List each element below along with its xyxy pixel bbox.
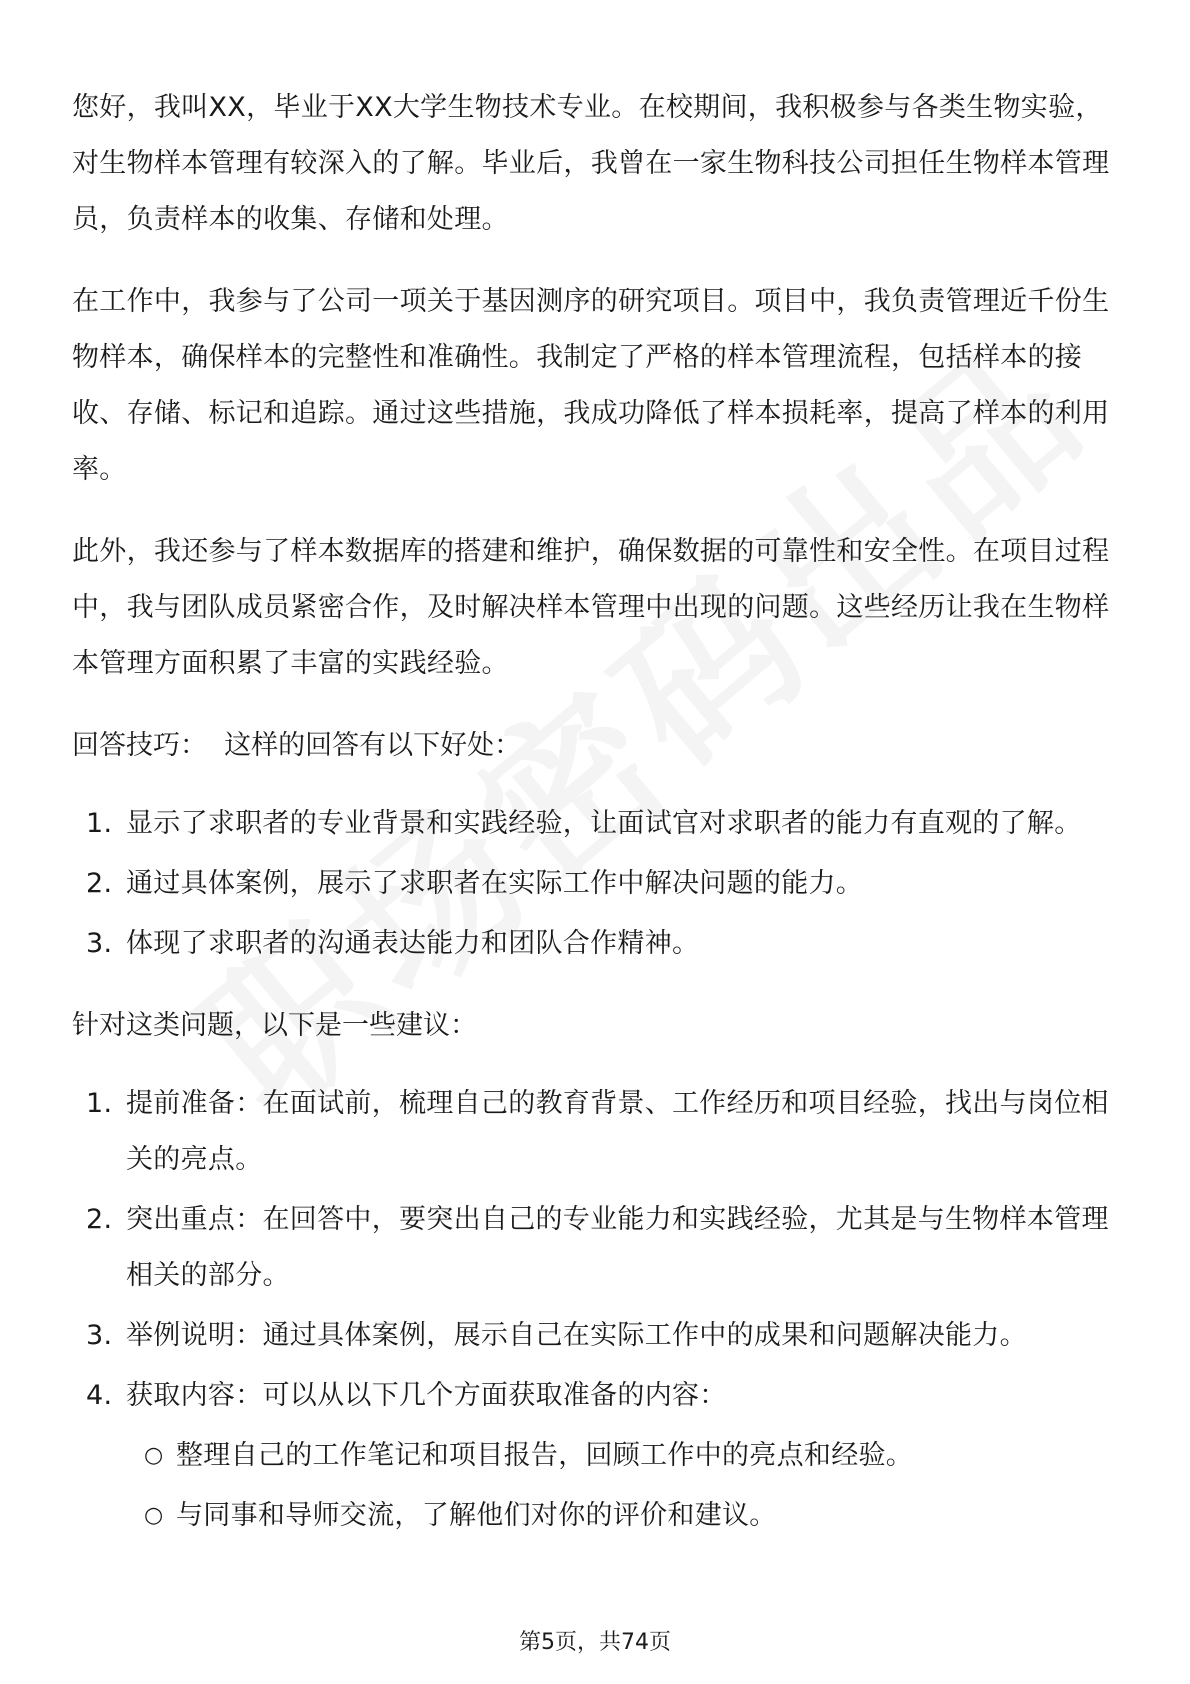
advice-sublist-item xyxy=(144,1488,1122,1544)
list-number: 2. xyxy=(86,868,113,899)
circle-bullet-icon: ○ xyxy=(144,1443,164,1468)
paragraph-work: 在工作中，我参与了公司一项关于基因测序的研究项目。项目中，我负责管理近千份生物样本，确保样本的完整性和准确性。我制定了严格的样本管理流程，包括样本的接收、存储、标记和追踪。通过这些措施，我成功降低了样本损耗率，提高了样本的利用率。 xyxy=(72,286,1110,485)
advice-list-item xyxy=(72,1076,1122,1188)
list-item-text: 突出重点：在回答中，要突出自己的专业能力和实践经验，尤其是与生物样本管理相关的部分。 xyxy=(126,1204,1109,1291)
sublist-item-text: 整理自己的工作笔记和项目报告，回顾工作中的亮点和经验。 xyxy=(176,1440,914,1471)
advice-sublist xyxy=(126,1428,1122,1544)
advice-sublist-item xyxy=(144,1428,1122,1484)
list-item-text: 提前准备：在面试前，梳理自己的教育背景、工作经历和项目经验，找出与岗位相关的亮点。 xyxy=(126,1088,1109,1175)
advice-heading: 针对这类问题，以下是一些建议： xyxy=(72,1010,477,1041)
tips-list-item xyxy=(72,916,1122,972)
tips-list xyxy=(72,796,1122,972)
tips-list-item xyxy=(72,796,1122,852)
document-body xyxy=(72,80,1122,1570)
list-number: 1. xyxy=(86,808,113,839)
list-number: 1. xyxy=(86,1088,113,1119)
paragraph-intro: 您好，我叫XX，毕业于XX大学生物技术专业。在校期间，我积极参与各类生物实验，对生物样本管理有较深入的了解。毕业后，我曾在一家生物科技公司担任生物样本管理员，负责样本的收集、存储和处理。 xyxy=(72,92,1110,235)
circle-bullet-icon: ○ xyxy=(144,1503,164,1528)
list-number: 3. xyxy=(86,1320,113,1351)
list-number: 3. xyxy=(86,928,113,959)
page-footer: 第5页，共74页 xyxy=(519,1630,671,1655)
advice-list xyxy=(72,1076,1122,1544)
list-item-text: 显示了求职者的专业背景和实践经验，让面试官对求职者的能力有直观的了解。 xyxy=(126,808,1082,839)
advice-list-item xyxy=(72,1192,1122,1304)
tips-list-item xyxy=(72,856,1122,912)
paragraph-additional: 此外，我还参与了样本数据库的搭建和维护，确保数据的可靠性和安全性。在项目过程中，我与团队成员紧密合作，及时解决样本管理中出现的问题。这些经历让我在生物样本管理方面积累了丰富的实践经验。 xyxy=(72,536,1110,679)
list-item-text: 获取内容：可以从以下几个方面获取准备的内容： xyxy=(126,1380,727,1411)
list-number: 2. xyxy=(86,1204,113,1235)
advice-list-item xyxy=(72,1368,1122,1544)
sublist-item-text: 与同事和导师交流，了解他们对你的评价和建议。 xyxy=(176,1500,777,1531)
tips-heading: 回答技巧： 这样的回答有以下好处： xyxy=(72,730,522,761)
advice-list-item xyxy=(72,1308,1122,1364)
list-item-text: 通过具体案例，展示了求职者在实际工作中解决问题的能力。 xyxy=(126,868,864,899)
list-item-text: 举例说明：通过具体案例，展示自己在实际工作中的成果和问题解决能力。 xyxy=(126,1320,1027,1351)
list-item-text: 体现了求职者的沟通表达能力和团队合作精神。 xyxy=(126,928,700,959)
list-number: 4. xyxy=(86,1380,113,1411)
